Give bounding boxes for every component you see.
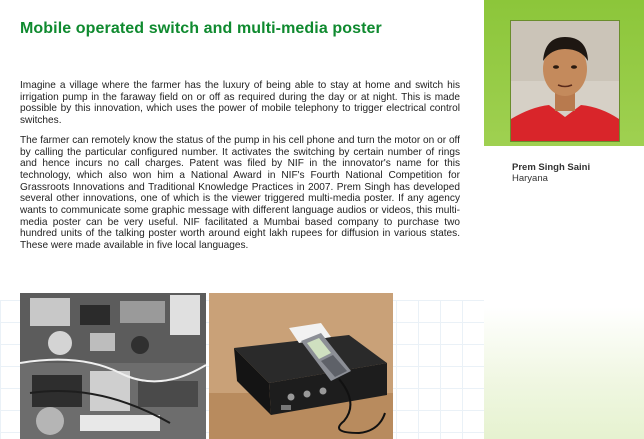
panel-lower [484, 146, 644, 439]
innovator-name: Prem Singh Saini [512, 162, 591, 173]
innovator-place: Haryana [512, 173, 548, 184]
paragraph-intro: Imagine a village where the farmer has the luxury of being able to stay at home and switch his irrigation pump in the faraway field on or off as required during the day or at night. This is made possible by this innovation, which uses the power of mobile telephony to trigger electrical control switches. [20, 80, 460, 127]
article-body [20, 80, 460, 260]
innovator-panel [484, 0, 644, 439]
page-title: Mobile operated switch and multi-media poster [20, 20, 382, 37]
paragraph-details: The farmer can remotely know the status of the pump in his cell phone and turn the motor on or off by calling the particular configured number. It activates the switching by certain number of rings and hence incurs no call charges. Patent was filed by NIF in the innovator's name for this technology, which also won him a National Award in NIF's Fourth National Competition for Grassroots Innovations and Traditional Knowledge Practices in 2007. Prem Singh has developed several other innovations, one of which is the viewer triggered multi-media poster. If any agency wants to communicate some graphic message with different language audios or videos, this multi-media poster can be very useful. NIF facilitated a Mumbai based company to purchase two hundred units of the talking poster worth around eight lakh rupees for diffusion in various states. These were made available in five local languages. [20, 134, 460, 252]
innovator-portrait [510, 20, 620, 142]
device-photo [209, 293, 393, 439]
workshop-photo [20, 293, 206, 439]
